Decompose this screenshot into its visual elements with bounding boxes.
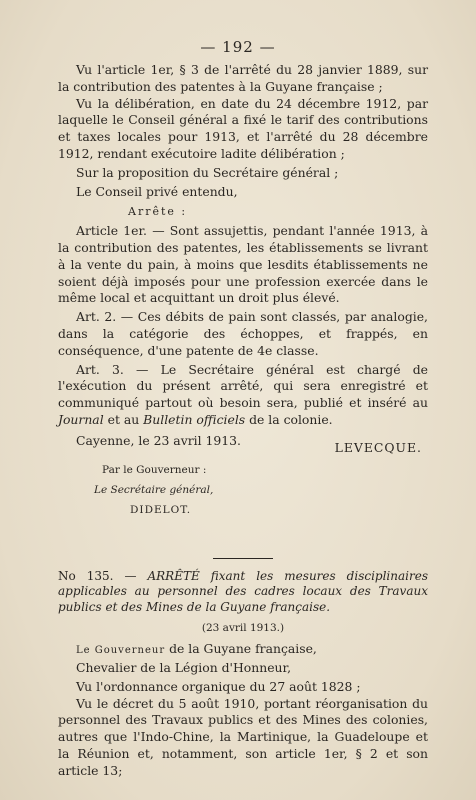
arrete-date: (23 avril 1913.) xyxy=(201,622,285,635)
article-3-text: Art. 3. — Le Secrétaire général est chargé de l'exécution du présent arrêté, qui sera enregistré et communiqué partout où besoin sera, publié et inséré au xyxy=(58,361,428,411)
section-divider xyxy=(213,558,273,559)
governor-title-sc: Le Gouverneur xyxy=(76,645,166,657)
date-place: Cayenne, le 23 avril 1913. xyxy=(76,432,241,448)
page-number: — 192 — xyxy=(200,38,276,56)
par-le-gouverneur: Par le Gouverneur : xyxy=(102,463,207,476)
governor-signature: LEVECQUE. xyxy=(334,439,422,455)
article-2: Art. 2. — Ces débits de pain sont classés, par analogie, dans la catégorie des échoppes, et frappés, en conséquence, d'une patente de 4e classe. xyxy=(58,309,428,358)
article-1: Article 1er. — Sont assujettis, pendant l'année 1913, à la contribution des patentes, les établissements se livrant à la vente du pain, à moins que lesdits établissements ne soient déjà imposés pour une profession exercée dans le même local et acquittant un droit plus élevé. xyxy=(58,223,428,306)
document-body xyxy=(58,62,428,779)
paragraph-ordonnance: Vu l'ordonnance organique du 27 août 1828 ; xyxy=(76,678,361,694)
secretaire-signature: DIDELOT. xyxy=(130,503,192,516)
paragraph-conseil: Le Conseil privé entendu, xyxy=(76,183,238,199)
journal-ref: Journal xyxy=(58,411,104,427)
governor-title-rest: de la Guyane française, xyxy=(165,641,317,657)
governor-chevalier: Chevalier de la Légion d'Honneur, xyxy=(76,659,292,675)
paragraph-vu-deliberation: Vu la délibération, en date du 24 décembre 1912, par laquelle le Conseil général a fixé le tarif des contributions et taxes locales pour 1913, et l'arrêté du 28 décembre 1912, rendant exécutoire ladite délibération ; xyxy=(58,95,428,161)
arrete-label: Arrête : xyxy=(128,205,188,219)
arrete-number: No 135. xyxy=(58,568,114,583)
paragraph-decret: Vu le décret du 5 août 1910, portant réorganisation du personnel des Travaux publics et des Mines des colonies, autres que l'Indo-Chine, la Martinique, la Guadeloupe et la Réunion et, notamment, son article 1er, § 2 et son article 13; xyxy=(58,695,428,778)
arrete-heading xyxy=(58,569,428,616)
article-3 xyxy=(58,362,428,429)
arrete-title: — ARRÊTÉ fixant les mesures disciplinaires applicables au personnel des cadres locaux des Travaux publics et des Mines de la Guyane française. xyxy=(58,568,428,614)
article-3-middle: et au xyxy=(103,411,144,427)
governor-title xyxy=(58,641,428,660)
bulletin-ref: Bulletin officiels xyxy=(143,411,246,427)
paragraph-proposition: Sur la proposition du Secrétaire général ; xyxy=(76,164,339,180)
paragraph-vu-article: Vu l'article 1er, § 3 de l'arrêté du 28 janvier 1889, sur la contribution des patentes à la Guyane française ; xyxy=(58,62,428,94)
secretaire-general: Le Secrétaire général, xyxy=(94,483,214,496)
article-3-end: de la colonie. xyxy=(245,411,333,427)
